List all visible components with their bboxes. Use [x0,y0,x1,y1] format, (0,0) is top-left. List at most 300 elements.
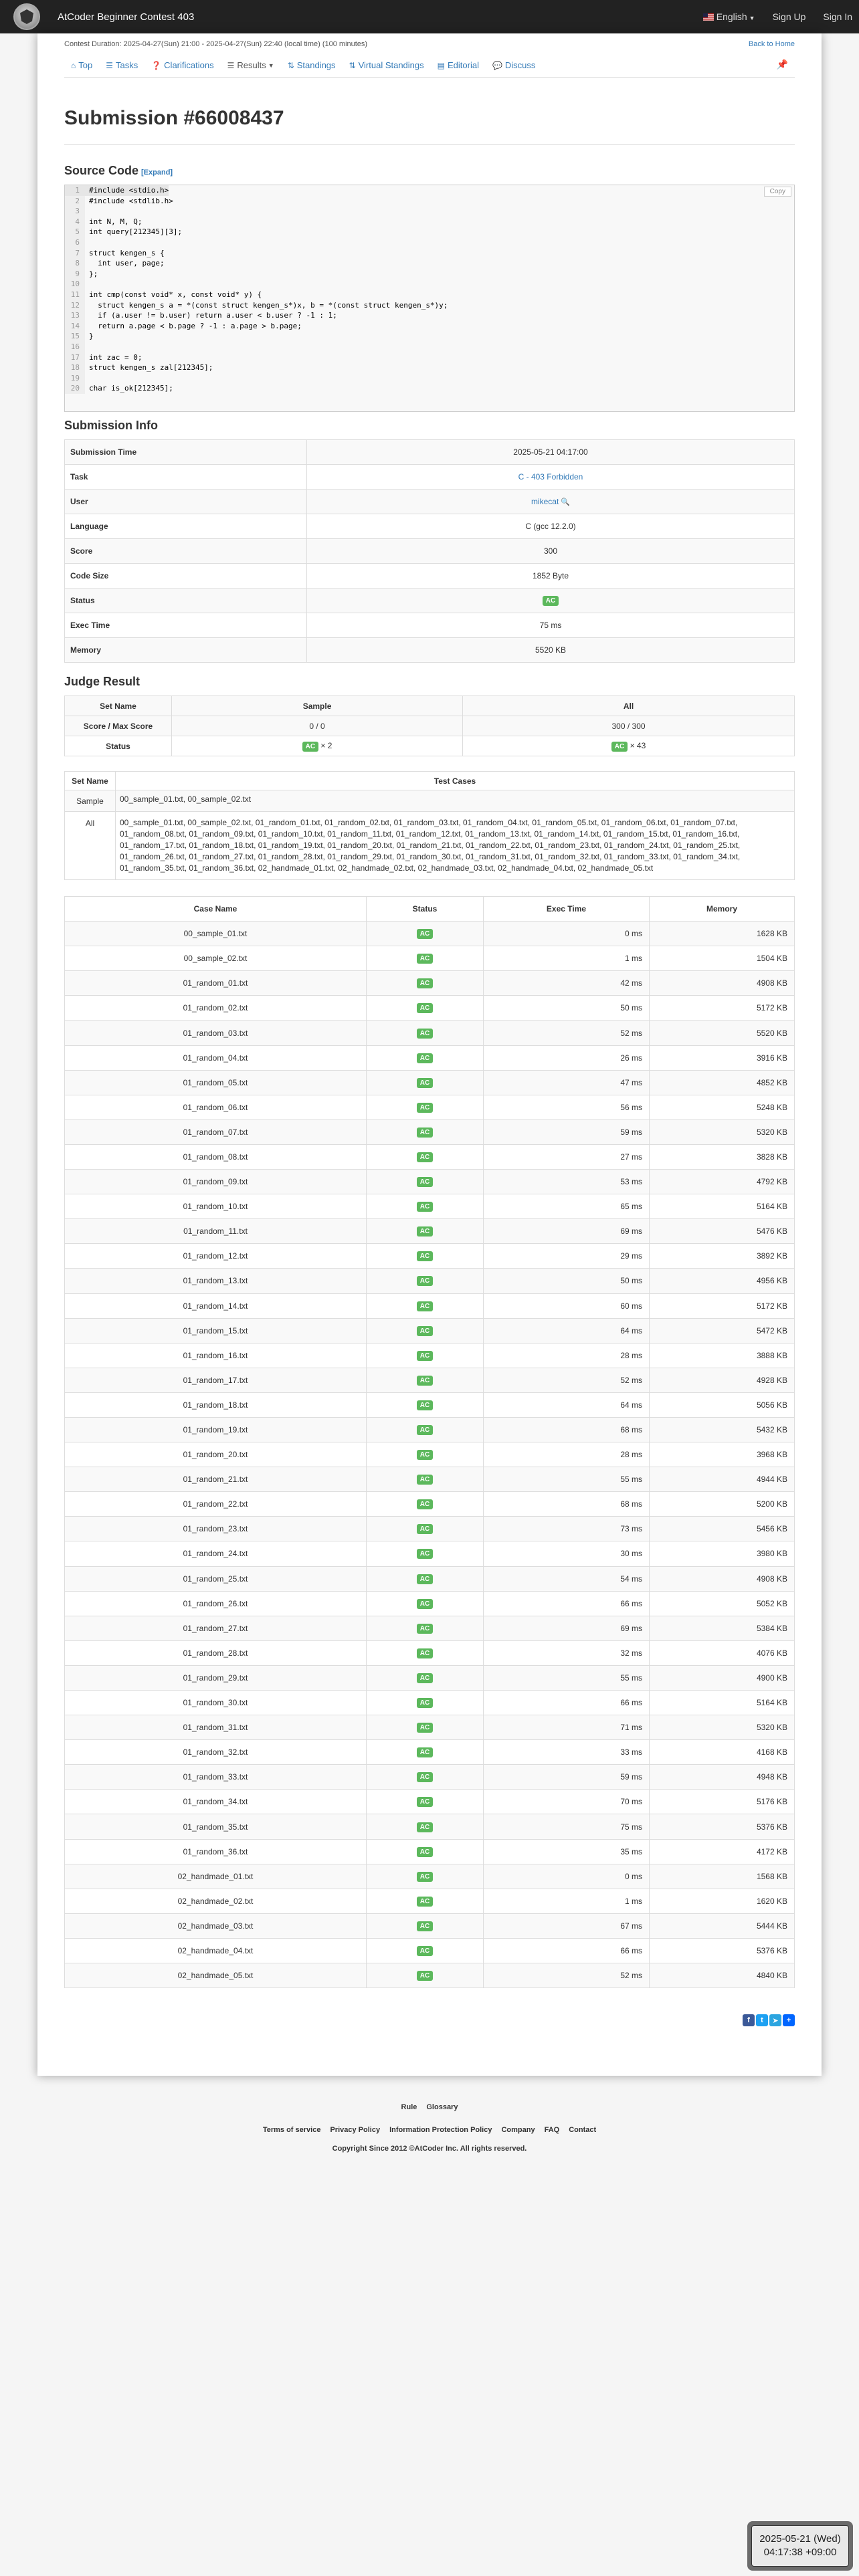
code-line: 14 return a.page < b.page ? -1 : a.page > b.page; [65,321,794,332]
case-exec-time: 42 ms [484,971,650,996]
ac-badge[interactable]: AC [417,1351,433,1361]
ac-badge[interactable]: AC [417,1946,433,1956]
table-row [65,812,795,880]
ac-badge[interactable]: AC [417,1400,433,1410]
line-number: 12 [65,300,85,311]
case-memory: 3888 KB [650,1343,795,1368]
case-status [367,1963,484,1988]
source-code-block[interactable] [64,185,795,412]
case-memory: 5172 KB [650,996,795,1021]
table-row [65,1665,795,1690]
case-status [367,1566,484,1591]
table-row [65,1691,795,1715]
menu-item-results[interactable]: ☰ Results ▼ [227,60,274,70]
ac-badge[interactable]: AC [417,1053,433,1063]
twitter-icon[interactable]: t [756,2014,768,2026]
telegram-icon[interactable]: ➤ [769,2014,781,2026]
code-line: 18 struct kengen_s zal[212345]; [65,362,794,373]
code-line: 9 }; [65,269,794,280]
case-memory: 5164 KB [650,1691,795,1715]
table-row [65,1814,795,1839]
case-memory: 4900 KB [650,1665,795,1690]
search-icon[interactable]: 🔍 [559,498,571,506]
case-exec-time: 1 ms [484,1889,650,1913]
case-memory: 1504 KB [650,946,795,971]
table-row [65,1616,795,1640]
table-row [65,1591,795,1616]
case-status [367,1740,484,1765]
ac-badge[interactable]: AC [417,1103,433,1113]
ac-badge[interactable]: AC [417,1376,433,1386]
menu-item-editorial[interactable]: ▤ Editorial [437,60,479,70]
ac-badge[interactable]: AC [417,1971,433,1981]
case-memory: 3916 KB [650,1045,795,1070]
case-exec-time: 73 ms [484,1517,650,1541]
case-exec-time: 52 ms [484,1963,650,1988]
ac-badge[interactable]: AC [417,954,433,964]
ac-badge[interactable]: AC [417,1301,433,1311]
ac-badge[interactable]: AC [417,1797,433,1807]
table-row [65,1864,795,1889]
table-row [65,1144,795,1169]
code-line: 2 #include <stdlib.h> [65,196,794,207]
case-memory: 4944 KB [650,1467,795,1492]
info-value: 1852 Byte [307,564,795,588]
case-exec-time: 66 ms [484,1691,650,1715]
ac-badge[interactable]: AC [417,1822,433,1832]
language-dropdown[interactable]: English ▼ [703,11,755,22]
sort-icon: ⇅ [287,60,294,70]
case-name: 01_random_13.txt [65,1269,367,1293]
table-row [65,1790,795,1814]
atcoder-company-link[interactable]: AtCoder Inc. [414,2145,459,2153]
case-exec-time: 47 ms [484,1070,650,1095]
case-status [367,922,484,946]
sign-up-link[interactable]: Sign Up [772,11,806,22]
case-exec-time: 70 ms [484,1790,650,1814]
case-exec-time: 56 ms [484,1095,650,1119]
table-row [65,922,795,946]
case-exec-time: 1 ms [484,946,650,971]
code-line: 11 int cmp(const void* x, const void* y) { [65,290,794,300]
page-title: Submission #66008437 [64,107,795,145]
code-line: 5 int query[212345][3]; [65,227,794,237]
case-name: 01_random_21.txt [65,1467,367,1492]
contest-menu [64,53,795,78]
clock-time: 04:17:38 +09:00 [763,2547,837,2558]
menu-item-standings[interactable]: ⇅ Standings [287,60,336,70]
table-row [65,1021,795,1045]
table-row [65,1889,795,1913]
submission-info-table [64,439,795,663]
case-name: 02_handmade_03.txt [65,1913,367,1938]
case-status [367,1119,484,1144]
case-exec-time: 59 ms [484,1119,650,1144]
table-row [65,1467,795,1492]
footer-link-glossary[interactable]: Glossary [426,2103,458,2111]
table-row [65,539,795,564]
ac-badge[interactable]: AC [417,1003,433,1013]
menu-item-virtual-standings[interactable]: ⇅ Virtual Standings [349,60,424,70]
line-number: 9 [65,269,85,280]
case-status [367,1765,484,1790]
ac-badge[interactable]: AC [543,596,559,606]
fixed-clock [747,2521,853,2571]
ac-badge[interactable]: AC [417,1723,433,1733]
table-row [65,564,795,588]
case-memory: 3828 KB [650,1144,795,1169]
case-name: 01_random_19.txt [65,1417,367,1442]
case-name: 01_random_17.txt [65,1368,367,1392]
menu-item-discuss[interactable]: 💬 Discuss [492,60,536,70]
code-line [65,237,794,248]
set-cases-sample: 00_sample_01.txt, 00_sample_02.txt [116,790,795,812]
case-status [367,1070,484,1095]
case-exec-time: 55 ms [484,1665,650,1690]
case-status [367,1517,484,1541]
table-row [65,1368,795,1392]
footer-link-company[interactable]: Company [501,2126,535,2134]
case-memory: 5052 KB [650,1591,795,1616]
table-row [65,790,795,812]
line-number: 16 [65,342,85,352]
info-value: 75 ms [307,613,795,638]
case-memory: 5476 KB [650,1219,795,1244]
menu-item-clarifications[interactable]: ❓ Clarifications [151,60,214,70]
ac-badge[interactable]: AC [417,1226,433,1237]
code-line: 8 int user, page; [65,258,794,269]
case-name: 01_random_05.txt [65,1070,367,1095]
ac-badge[interactable]: AC [417,1078,433,1088]
case-name: 01_random_26.txt [65,1591,367,1616]
case-exec-time: 26 ms [484,1045,650,1070]
case-status [367,1814,484,1839]
case-exec-time: 52 ms [484,1368,650,1392]
case-status [367,946,484,971]
case-name: 00_sample_01.txt [65,922,367,946]
info-value: C (gcc 12.2.0) [307,514,795,539]
ac-badge[interactable]: AC [417,1921,433,1931]
ac-badge[interactable]: AC [417,978,433,988]
ac-badge[interactable]: AC [417,1276,433,1286]
all-header: All [463,696,795,716]
judge-result-heading: Judge Result [64,675,140,688]
table-row [65,946,795,971]
ac-badge[interactable]: AC [417,1673,433,1683]
case-name: 01_random_18.txt [65,1392,367,1417]
case-exec-time: 33 ms [484,1740,650,1765]
back-to-home-link[interactable]: Back to Home [748,40,795,48]
user-link[interactable]: mikecat [531,497,559,506]
case-exec-time: 66 ms [484,1591,650,1616]
sample-header: Sample [172,696,463,716]
case-name: 01_random_32.txt [65,1740,367,1765]
line-number: 19 [65,373,85,384]
case-name: 01_random_23.txt [65,1517,367,1541]
footer [0,2103,859,2153]
case-status [367,1343,484,1368]
case-name: 01_random_25.txt [65,1566,367,1591]
case-status [367,1591,484,1616]
case-exec-time: 54 ms [484,1566,650,1591]
code-line: 1 #include <stdio.h> [65,185,794,196]
menu-item-top[interactable]: ⌂ Top [71,60,93,70]
table-row [65,514,795,539]
case-exec-time: 30 ms [484,1541,650,1566]
task-link[interactable]: C - 403 Forbidden [518,472,583,481]
case-status [367,1691,484,1715]
ac-badge[interactable]: AC [302,742,318,752]
case-status [367,1392,484,1417]
code-line [65,373,794,384]
case-status [367,1045,484,1070]
ac-badge[interactable]: AC [417,1897,433,1907]
case-memory: 5056 KB [650,1392,795,1417]
info-key: Submission Time [65,440,307,465]
ac-badge[interactable]: AC [417,1177,433,1187]
case-status [367,1170,484,1194]
case-exec-time: 52 ms [484,1021,650,1045]
contest-duration: Contest Duration: 2025-04-27(Sun) 21:00 - 2025-04-27(Sun) 22:40 (local time) (100 minutes) [64,40,368,48]
footer-link-faq[interactable]: FAQ [544,2126,560,2134]
case-name: 01_random_22.txt [65,1492,367,1517]
line-number: 2 [65,196,85,207]
case-name: 01_random_14.txt [65,1293,367,1318]
submission-info-heading: Submission Info [64,419,159,432]
case-status [367,1492,484,1517]
table-row [65,1517,795,1541]
case-memory: 5472 KB [650,1318,795,1343]
case-exec-time: 50 ms [484,1269,650,1293]
case-status [367,1864,484,1889]
case-name: 02_handmade_04.txt [65,1938,367,1963]
sample-status: AC × 2 [172,736,463,756]
case-memory: 4840 KB [650,1963,795,1988]
case-name: 01_random_06.txt [65,1095,367,1119]
footer-link-information-protection-policy[interactable]: Information Protection Policy [389,2126,492,2134]
pin-icon[interactable]: 📌 [776,59,788,70]
code-line [65,206,794,217]
case-name: 01_random_34.txt [65,1790,367,1814]
clock-date: 2025-05-21 (Wed) [759,2533,841,2545]
facebook-icon[interactable]: f [743,2014,755,2026]
case-memory: 5164 KB [650,1194,795,1219]
case-memory: 4908 KB [650,971,795,996]
all-status: AC × 43 [463,736,795,756]
case-exec-time: 53 ms [484,1170,650,1194]
case-memory: 5176 KB [650,1790,795,1814]
case-memory: 1628 KB [650,922,795,946]
sign-in-link[interactable]: Sign In [823,11,852,22]
table-row [65,440,795,465]
case-memory: 4948 KB [650,1765,795,1790]
ac-badge[interactable]: AC [417,1029,433,1039]
case-name: 02_handmade_05.txt [65,1963,367,1988]
main-container [37,33,822,2076]
ac-badge[interactable]: AC [417,1624,433,1634]
table-row [65,1963,795,1988]
case-status [367,1194,484,1219]
ac-badge[interactable]: AC [417,1251,433,1261]
ac-badge[interactable]: AC [417,1326,433,1336]
question-icon: ❓ [151,60,162,70]
plus-icon[interactable]: + [783,2014,795,2026]
ac-badge[interactable]: AC [417,929,433,939]
case-status [367,1839,484,1864]
case-memory: 5384 KB [650,1616,795,1640]
contest-title-link[interactable]: AtCoder Beginner Contest 403 [58,11,195,23]
ac-badge[interactable]: AC [417,1872,433,1882]
case-exec-time: 32 ms [484,1640,650,1665]
sort-icon: ⇅ [349,60,356,70]
copy-button[interactable]: Copy [764,187,791,197]
case-status [367,1640,484,1665]
case-memory: 3968 KB [650,1442,795,1467]
case-memory: 4168 KB [650,1740,795,1765]
case-exec-time: 66 ms [484,1938,650,1963]
case-memory: 5248 KB [650,1095,795,1119]
case-memory: 5200 KB [650,1492,795,1517]
case-memory: 4792 KB [650,1170,795,1194]
atcoder-logo[interactable] [7,1,47,33]
info-key: Exec Time [65,613,307,638]
case-exec-time: 60 ms [484,1293,650,1318]
case-exec-time: 68 ms [484,1492,650,1517]
line-number: 13 [65,310,85,321]
case-exec-time: 64 ms [484,1318,650,1343]
set-name-header: Set Name [65,772,116,790]
case-status [367,1889,484,1913]
ac-badge[interactable]: AC [417,1450,433,1460]
footer-link-terms-of-service[interactable]: Terms of service [262,2126,321,2134]
case-memory: 3892 KB [650,1244,795,1269]
set-name-header: Set Name [65,696,172,716]
case-memory: 1620 KB [650,1889,795,1913]
table-row [65,638,795,663]
table-row [65,1839,795,1864]
case-exec-time: 75 ms [484,1814,650,1839]
case-exec-time: 29 ms [484,1244,650,1269]
table-row [65,490,795,514]
ac-badge[interactable]: AC [417,1202,433,1212]
set-name-sample: Sample [65,790,116,812]
case-exec-time: 27 ms [484,1144,650,1169]
menu-item-tasks[interactable]: ☰ Tasks [106,60,138,70]
set-cases-all: 00_sample_01.txt, 00_sample_02.txt, 01_random_01.txt, 01_random_02.txt, 01_random_03.txt, 01_random_04.txt, 01_random_05.txt, 01_random_06.txt, 01_random_07.txt, 01_random_08.txt, 01_random_09.txt, 01_random_10.txt, 01_random_11.txt, 01_random_12.txt, 01_random_13.txt, 01_random_14.txt, 01_random_15.txt, 01_random_16.txt, 01_random_17.txt, 01_random_18.txt, 01_random_19.txt, 01_random_20.txt, 01_random_21.txt, 01_random_22.txt, 01_random_23.txt, 01_random_24.txt, 01_random_25.txt, 01_random_26.txt, 01_random_27.txt, 01_random_28.txt, 01_random_29.txt, 01_random_30.txt, 01_random_31.txt, 01_random_32.txt, 01_random_33.txt, 01_random_34.txt, 01_random_35.txt, 01_random_36.txt, 02_handmade_01.txt, 02_handmade_02.txt, 02_handmade_03.txt, 02_handmade_04.txt, 02_handmade_05.txt [116,812,795,880]
us-flag-icon [703,13,714,21]
ac-badge[interactable]: AC [417,1524,433,1534]
share-buttons [743,2014,795,2026]
code-line: 4 int N, M, Q; [65,217,794,227]
info-key: Score [65,539,307,564]
case-name: 01_random_24.txt [65,1541,367,1566]
case-memory: 5520 KB [650,1021,795,1045]
case-name: 01_random_29.txt [65,1665,367,1690]
table-row [65,1640,795,1665]
case-name: 01_random_36.txt [65,1839,367,1864]
case-exec-time: 69 ms [484,1219,650,1244]
case-status [367,1913,484,1938]
top-navbar [0,0,859,33]
case-memory: 4076 KB [650,1640,795,1665]
case-exec-time: 67 ms [484,1913,650,1938]
info-value: 2025-05-21 04:17:00 [307,440,795,465]
case-exec-time: 65 ms [484,1194,650,1219]
case-status [367,996,484,1021]
case-name: 01_random_33.txt [65,1765,367,1790]
footer-link-rule[interactable]: Rule [401,2103,417,2111]
ac-badge[interactable]: AC [611,742,628,752]
ac-badge[interactable]: AC [417,1499,433,1509]
line-number: 4 [65,217,85,227]
case-name: 01_random_10.txt [65,1194,367,1219]
table-row [65,1442,795,1467]
ac-badge[interactable]: AC [417,1475,433,1485]
line-number: 8 [65,258,85,269]
table-row [65,1938,795,1963]
case-exec-time: 0 ms [484,1864,650,1889]
ac-badge[interactable]: AC [417,1648,433,1658]
case-status [367,1269,484,1293]
ac-badge[interactable]: AC [417,1152,433,1162]
expand-link[interactable]: [Expand] [141,169,173,177]
case-name: 00_sample_02.txt [65,946,367,971]
case-name: 01_random_20.txt [65,1442,367,1467]
footer-link-privacy-policy[interactable]: Privacy Policy [330,2126,381,2134]
ac-badge[interactable]: AC [417,1425,433,1435]
case-exec-time: 35 ms [484,1839,650,1864]
case-name: 01_random_28.txt [65,1640,367,1665]
case-name: 01_random_03.txt [65,1021,367,1045]
table-row [65,1194,795,1219]
line-number: 18 [65,362,85,373]
status-label: Status [65,736,172,756]
table-row [65,1392,795,1417]
table-row [65,1566,795,1591]
info-value: 5520 KB [307,638,795,663]
ac-badge[interactable]: AC [417,1574,433,1584]
table-row [65,1765,795,1790]
ac-badge[interactable]: AC [417,1772,433,1782]
ac-badge[interactable]: AC [417,1698,433,1708]
test-sets-table [64,771,795,880]
footer-link-contact[interactable]: Contact [569,2126,597,2134]
case-memory: 1568 KB [650,1864,795,1889]
case-memory: 4928 KB [650,1368,795,1392]
case-exec-time: 69 ms [484,1616,650,1640]
case-exec-time: 55 ms [484,1467,650,1492]
case-memory: 5320 KB [650,1715,795,1740]
case-status [367,1938,484,1963]
case-name: 02_handmade_01.txt [65,1864,367,1889]
info-key: Code Size [65,564,307,588]
case-memory: 5376 KB [650,1938,795,1963]
ac-badge[interactable]: AC [417,1847,433,1857]
case-name: 01_random_16.txt [65,1343,367,1368]
table-row [65,588,795,613]
ac-badge[interactable]: AC [417,1747,433,1757]
case-memory: 4956 KB [650,1269,795,1293]
code-line: 13 if (a.user != b.user) return a.user < b.user ? -1 : 1; [65,310,794,321]
case-name: 01_random_35.txt [65,1814,367,1839]
info-key: User [65,490,307,514]
ac-badge[interactable]: AC [417,1128,433,1138]
line-number: 11 [65,290,85,300]
atcoder-crest-icon [13,3,40,30]
ac-badge[interactable]: AC [417,1599,433,1609]
info-value [307,490,795,514]
ac-badge[interactable]: AC [417,1549,433,1559]
